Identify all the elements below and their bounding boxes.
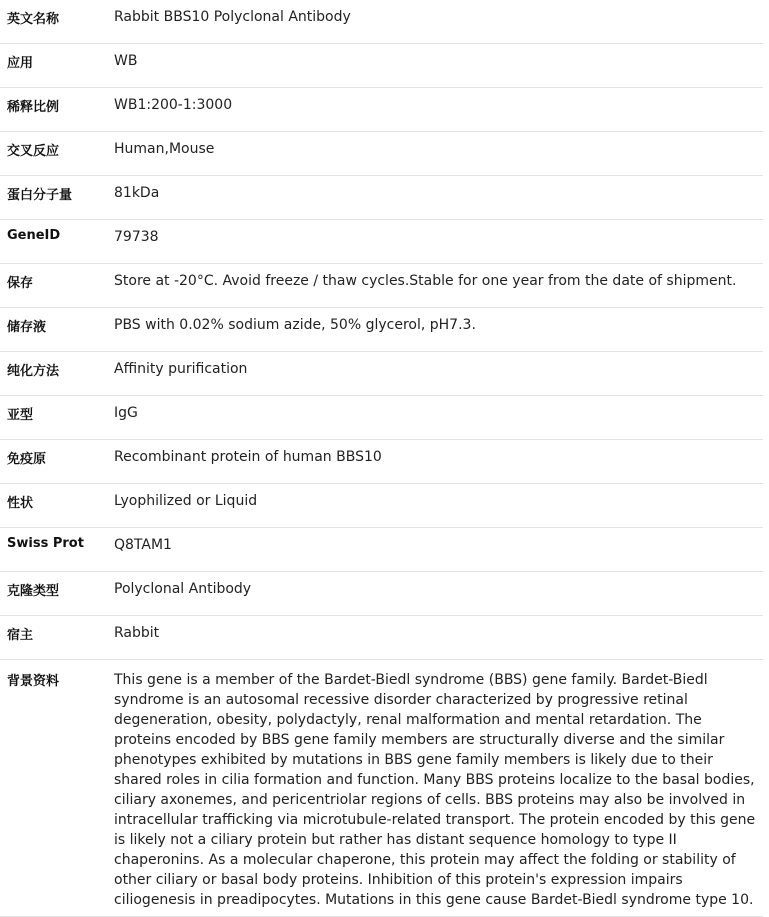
spec-label: Swiss Prot (0, 528, 114, 572)
spec-value-background: This gene is a member of the Bardet-Biedl syndrome (BBS) gene family. Bardet-Biedl syndrome is an autosomal recessive disorder characterized by progressive retinal degeneration, obesity, polydactyly, renal malformation and mental retardation. The proteins encoded by BBS gene family members are structurally diverse and the similar phenotypes exhibited by mutations in BBS gene family members is likely due to their shared roles in cilia formation and function. Many BBS proteins localize to the basal bodies, ciliary axonemes, and pericentriolar regions of cells. BBS proteins may also be involved in intracellular trafficking via microtubule-related transport. The protein encoded by this gene is likely not a ciliary protein but rather has distant sequence homology to type II chaperonins. As a molecular chaperone, this protein may affect the folding or stability of other ciliary or basal body proteins. Inhibition of this protein's expression impairs ciliogenesis in preadipocytes. Mutations in this gene cause Bardet-Biedl syndrome type 10. (114, 660, 763, 917)
spec-label: 稀释比例 (0, 88, 114, 132)
spec-label: 性状 (0, 484, 114, 528)
spec-row-cross-reactivity (0, 132, 763, 176)
spec-row-buffer (0, 308, 763, 352)
spec-row-purification (0, 352, 763, 396)
spec-value: IgG (114, 396, 763, 440)
spec-value: 81kDa (114, 176, 763, 220)
spec-label: 应用 (0, 44, 114, 88)
spec-label: 亚型 (0, 396, 114, 440)
spec-label: 克隆类型 (0, 572, 114, 616)
spec-value: Affinity purification (114, 352, 763, 396)
spec-value: Store at -20°C. Avoid freeze / thaw cycles.Stable for one year from the date of shipment. (114, 264, 763, 308)
spec-row-swiss-prot (0, 528, 763, 572)
spec-label: 宿主 (0, 616, 114, 660)
spec-label: 储存液 (0, 308, 114, 352)
spec-row-application (0, 44, 763, 88)
spec-value: WB1:200-1:3000 (114, 88, 763, 132)
spec-value: Rabbit (114, 616, 763, 660)
spec-row-molecular-weight (0, 176, 763, 220)
spec-value: Polyclonal Antibody (114, 572, 763, 616)
spec-row-geneid (0, 220, 763, 264)
spec-label: GeneID (0, 220, 114, 264)
spec-value: Human,Mouse (114, 132, 763, 176)
spec-value: PBS with 0.02% sodium azide, 50% glycerol, pH7.3. (114, 308, 763, 352)
spec-value: Q8TAM1 (114, 528, 763, 572)
spec-value: Lyophilized or Liquid (114, 484, 763, 528)
spec-label: 背景资料 (0, 660, 114, 917)
spec-row-dilution (0, 88, 763, 132)
spec-label: 免疫原 (0, 440, 114, 484)
spec-value: WB (114, 44, 763, 88)
spec-value: 79738 (114, 220, 763, 264)
spec-value: Rabbit BBS10 Polyclonal Antibody (114, 0, 763, 44)
spec-row-immunogen (0, 440, 763, 484)
spec-label: 蛋白分子量 (0, 176, 114, 220)
spec-row-english-name (0, 0, 763, 44)
spec-row-host (0, 616, 763, 660)
spec-row-storage (0, 264, 763, 308)
spec-value: Recombinant protein of human BBS10 (114, 440, 763, 484)
spec-row-background (0, 660, 763, 917)
spec-label: 交叉反应 (0, 132, 114, 176)
spec-label: 英文名称 (0, 0, 114, 44)
spec-row-clonality (0, 572, 763, 616)
spec-label: 保存 (0, 264, 114, 308)
spec-row-form (0, 484, 763, 528)
spec-row-isotype (0, 396, 763, 440)
spec-label: 纯化方法 (0, 352, 114, 396)
